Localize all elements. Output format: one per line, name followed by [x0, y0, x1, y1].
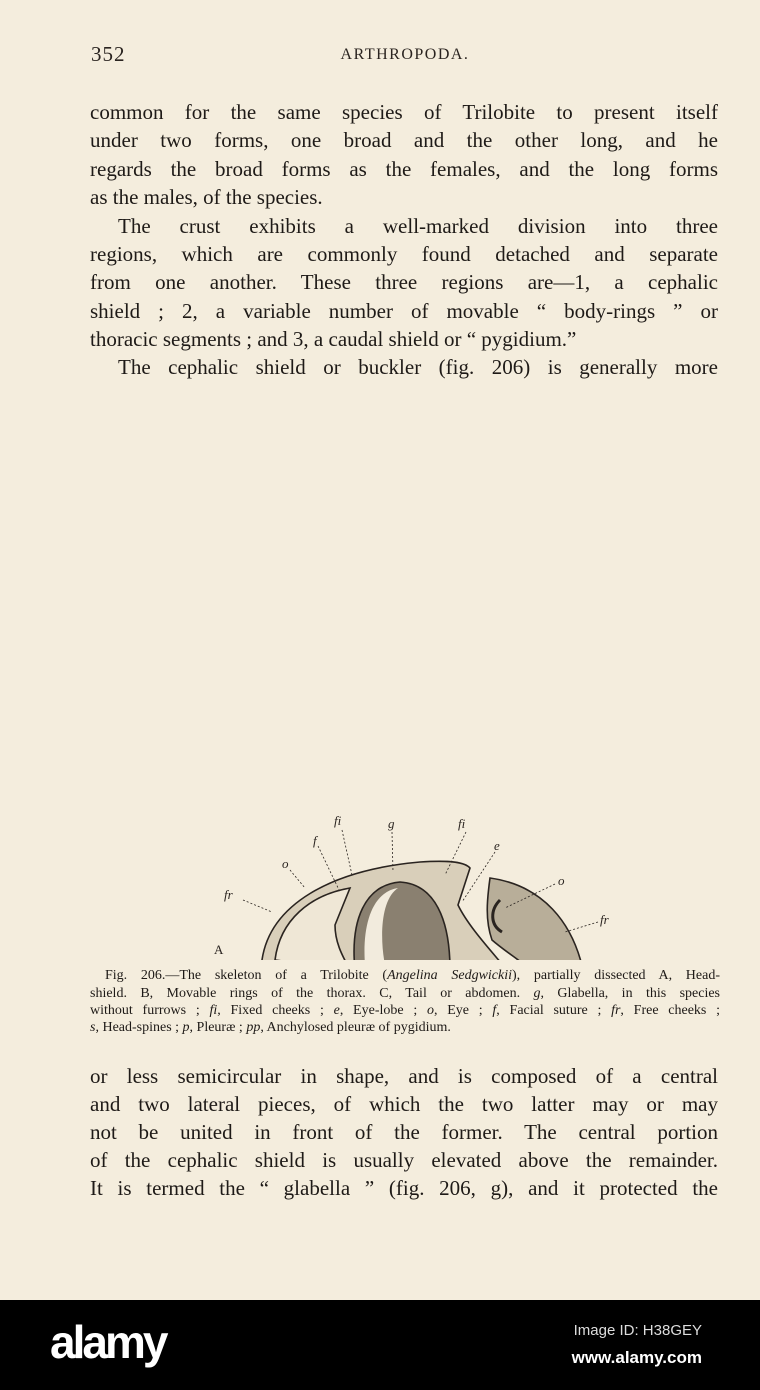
label-o: o [558, 873, 565, 888]
label-e: e [494, 838, 500, 853]
caption-text: p [182, 1020, 190, 1035]
label-fr: fr [600, 912, 609, 927]
trilobite-figure [0, 400, 760, 960]
label-fr: fr [224, 887, 233, 902]
label-A: A [214, 942, 224, 957]
caption-text: , Glabella, in this species [540, 986, 721, 1001]
caption-text: , Free cheeks ; [620, 1003, 721, 1018]
text-line: The crust exhibits a well-marked division into three [118, 214, 718, 238]
text-line: regards the broad forms as the females, and the long forms [90, 157, 718, 181]
caption-text: fr [611, 1003, 621, 1018]
text-line: of the cephalic shield is usually elevated above the remainder. [90, 1148, 718, 1172]
caption-text: e [333, 1003, 340, 1018]
caption-text: , Anchylosed pleuræ of pygidium. [260, 1020, 451, 1035]
website-link[interactable]: www.alamy.com [571, 1348, 702, 1367]
label-fi: fi [334, 813, 342, 828]
caption-text: s [90, 1020, 96, 1035]
text-line: shield ; 2, a variable number of movable “ body-rings ” or [90, 299, 718, 323]
text-line: thoracic segments ; and 3, a caudal shield or “ pygidium.” [90, 327, 577, 351]
label-g: g [388, 816, 395, 831]
caption-text: f [492, 1003, 497, 1018]
caption-line [90, 1003, 720, 1019]
label-o: o [282, 856, 289, 871]
text-line: The cephalic shield or buckler (fig. 206) is generally more [118, 355, 718, 379]
caption-line [90, 986, 720, 1002]
text-line: common for the same species of Trilobite to present itself [90, 100, 718, 124]
caption-text: , Fixed cheeks ; [217, 1003, 334, 1018]
image-id: Image ID: H38GEY [573, 1322, 702, 1339]
text-line: regions, which are commonly found detached and separate [90, 242, 718, 266]
caption-text: pp [246, 1020, 261, 1035]
text-line: or less semicircular in shape, and is composed of a central [90, 1064, 718, 1088]
caption-text: fi [209, 1003, 218, 1018]
caption-text: without furrows ; [90, 1003, 210, 1018]
caption-text: shield. B, Movable rings of the thorax. C, Tail or abdomen. [90, 986, 534, 1001]
caption-text: g [533, 986, 541, 1001]
label-fi: fi [458, 816, 466, 831]
text-line: It is termed the “ glabella ” (fig. 206, g), and it protected the [90, 1176, 718, 1200]
caption-text: , Pleuræ ; [189, 1020, 247, 1035]
caption-text: , Eye-lobe ; [339, 1003, 427, 1018]
page-number: 352 [91, 42, 126, 66]
caption-line [105, 968, 720, 984]
text-line: from one another. These three regions are—1, a cephalic [90, 270, 718, 294]
caption-text: , Head-spines ; [95, 1020, 183, 1035]
watermark-footer [0, 1300, 760, 1390]
caption-text: Fig. 206.—The skeleton of a Trilobite ( [105, 968, 388, 983]
text-line: not be united in front of the former. The central portion [90, 1120, 718, 1144]
caption-text: , Eye ; [433, 1003, 493, 1018]
label-f: f [313, 833, 317, 848]
text-line: as the males, of the species. [90, 185, 323, 209]
caption-text: ), partially dissected A, Head- [512, 968, 720, 983]
text-line: under two forms, one broad and the other long, and he [90, 128, 718, 152]
running-head: ARTHROPODA. [340, 46, 470, 63]
alamy-logo: alamy [50, 1316, 166, 1368]
caption-text: Angelina Sedgwickii [387, 968, 513, 983]
caption-line [90, 1020, 720, 1036]
caption-text: , Facial suture ; [496, 1003, 612, 1018]
free-cheek [487, 878, 595, 960]
caption-text: o [426, 1003, 434, 1018]
text-line: and two lateral pieces, of which the two latter may or may [90, 1092, 718, 1116]
